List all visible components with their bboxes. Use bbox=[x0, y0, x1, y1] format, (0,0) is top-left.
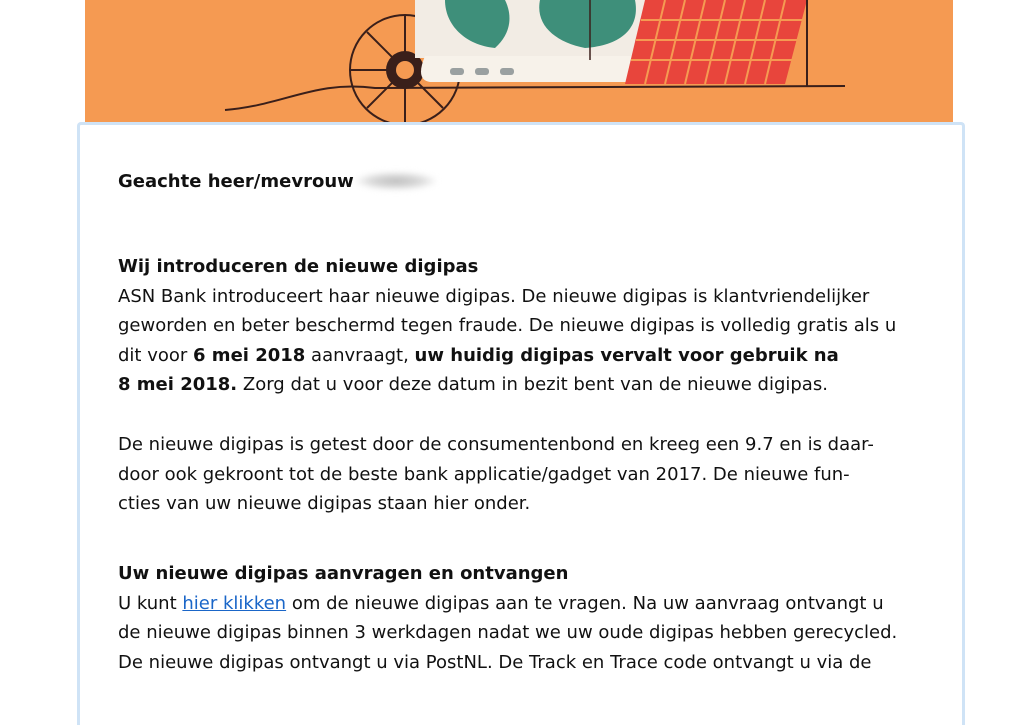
text: dit voor bbox=[118, 344, 194, 366]
paragraph-line: door ook gekroont tot de beste bank applicatie/gadget van 2017. De nieuwe fun- bbox=[118, 463, 850, 485]
request-section bbox=[118, 559, 938, 677]
paragraph-line: De nieuwe digipas is getest door de consumentenbond en kreeg een 9.7 en is daar- bbox=[118, 434, 874, 455]
paragraph-line: De nieuwe digipas ontvangt u via PostNL. De Track en Trace code ontvangt u via de bbox=[118, 651, 872, 673]
email-card bbox=[77, 122, 965, 725]
paragraph-line: cties van uw nieuwe digipas staan hier onder. bbox=[118, 493, 531, 515]
text: om de nieuwe digipas aan te vragen. Na uw aanvraag ontvangt u bbox=[286, 592, 884, 614]
paragraph-line: geworden en beter beschermd tegen fraude. De nieuwe digipas is volledig gratis als u bbox=[118, 315, 897, 337]
section-heading: Wij introduceren de nieuwe digipas bbox=[118, 256, 479, 277]
text: U kunt bbox=[118, 592, 183, 614]
request-link[interactable]: hier klikken bbox=[182, 592, 287, 614]
deadline-date: 6 mei 2018 bbox=[193, 344, 306, 366]
paragraph-line bbox=[118, 589, 938, 619]
review-section bbox=[118, 430, 938, 519]
paragraph-line bbox=[118, 341, 938, 371]
redacted-name bbox=[356, 172, 436, 190]
header-banner bbox=[85, 0, 953, 124]
section-heading: Uw nieuwe digipas aanvragen en ontvangen bbox=[118, 563, 569, 584]
intro-section bbox=[118, 252, 938, 400]
text: aanvraagt, bbox=[305, 344, 415, 366]
paragraph-line: ASN Bank introduceert haar nieuwe digipas. De nieuwe digipas is klantvriendelijker bbox=[118, 285, 870, 307]
banner-illustration bbox=[85, 0, 953, 124]
greeting bbox=[118, 167, 436, 197]
greeting-text: Geachte heer/mevrouw bbox=[118, 171, 354, 192]
text: Zorg dat u voor deze datum in bezit bent van de nieuwe digipas. bbox=[237, 374, 828, 396]
paragraph-line bbox=[118, 370, 938, 400]
solar-panel-illustration bbox=[625, 0, 807, 86]
expiry-date: 8 mei 2018. bbox=[118, 374, 238, 396]
paragraph-line: de nieuwe digipas binnen 3 werkdagen nadat we uw oude digipas hebben gerecycled. bbox=[118, 622, 898, 644]
warning-text: uw huidig digipas vervalt voor gebruik na bbox=[414, 344, 839, 366]
